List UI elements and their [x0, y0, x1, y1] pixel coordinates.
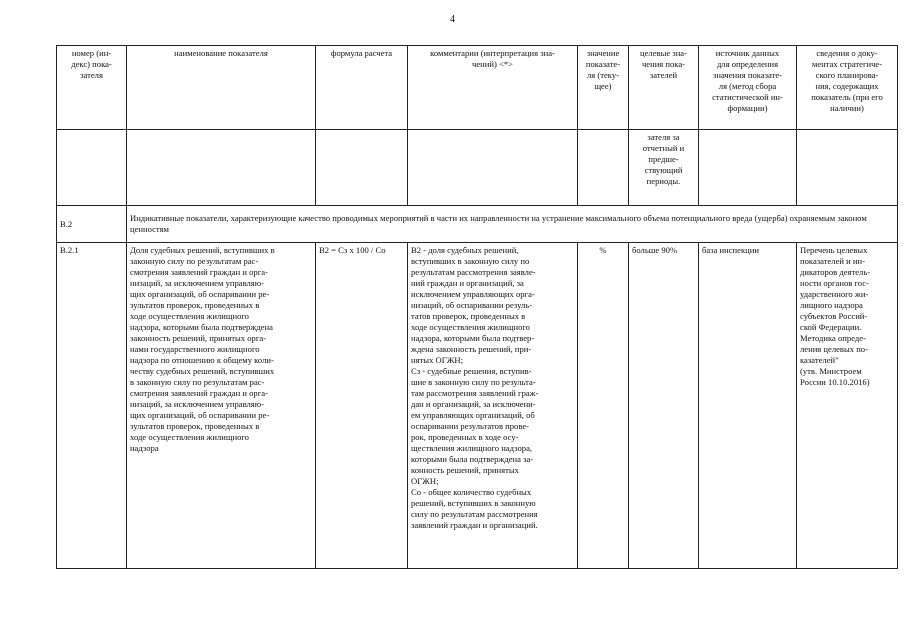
row-target: больше 90% — [629, 243, 699, 569]
row-documents: Перечень целевых показателей и ин- дикаторов деятель- ности органов гос- ударственного жи- лищного надзора субъектов Россий- ской Федерации. Методика опреде- ления целевых по- казателей" (утв. Минстроем России 10.10.2016) — [797, 243, 898, 569]
header-data-source: источник данных для определения значения показате- ля (метод сбора статистической ин- формации) — [699, 46, 797, 130]
continuation-row — [57, 130, 898, 206]
row-comment: B2 - доля судебных решений, вступивших в законную силу по результатам рассмотрения заявле- ний граждан и организаций, за исключением управляющих орга- низаций, об оспаривании резуль- татов проверок, проведенных в ходе осуществления жилищного надзора, которыми была подтвер- ждена законность решений, при- нятых ОГЖН; Cз - судебные решения, вступив- шие в законную силу по результа- там рассмотрения заявлений граж- дан и организаций, за исключени- ем управляющих организаций, об оспаривании результатов прове- рок, проведенных в ходе осу- ществления жилищного надзора, которыми была подтверждена за- конность решений, принятых ОГЖН; Co - общее количество судебных решений, вступивших в законную силу по результатам рассмотрения заявлений граждан и организаций. — [408, 243, 578, 569]
row-index: B.2.1 — [57, 243, 127, 569]
header-name: наименование показателя — [127, 46, 316, 130]
cont-cell-source — [699, 130, 797, 206]
row-unit: % — [578, 243, 629, 569]
row-name: Доля судебных решений, вступивших в законную силу по результатам рас- смотрения заявлений граждан и орга- низаций, за исключением управляю- щих организаций, об оспаривании ре- зультатов проверок, проведенных в ходе осуществления жилищного надзора, которыми была подтверждена законность решений, принятых орга- нами государственного жилищного надзора по отношению к общему коли- честву судебных решений, вступивших в законную силу по результатам рас- смотрения заявлений граждан и орга- низаций, за исключением управляю- щих организаций, об оспаривании ре- зультатов проверок, проведенных в ходе осуществления жилищного надзора — [127, 243, 316, 569]
header-current-value: значение показате- ля (теку- щее) — [578, 46, 629, 130]
cont-cell-formula — [316, 130, 408, 206]
header-row — [57, 46, 898, 130]
row-source: база инспекции — [699, 243, 797, 569]
header-target-values: целевые зна- чения пока- зателей — [629, 46, 699, 130]
cont-cell-name — [127, 130, 316, 206]
indicator-table — [56, 45, 898, 569]
cont-cell-current — [578, 130, 629, 206]
section-index: B.2 — [57, 206, 127, 243]
header-index: номер (ин- декс) пока- зателя — [57, 46, 127, 130]
section-row — [57, 206, 898, 243]
cont-cell-target: зателя за отчетный и предше- ствующий периоды. — [629, 130, 699, 206]
cont-cell-documents — [797, 130, 898, 206]
header-comment: комментарии (интерпретация зна- чений) <*> — [408, 46, 578, 130]
page-number: 4 — [450, 14, 455, 25]
cont-cell-comment — [408, 130, 578, 206]
table-row — [57, 243, 898, 569]
header-documents: сведения о доку- ментах стратегиче- ского планирова- ния, содержащих показатель (при его наличии) — [797, 46, 898, 130]
header-formula: формула расчета — [316, 46, 408, 130]
section-title: Индикативные показатели, характеризующие качество проводимых мероприятий в части их направленности на устранение максимального объема потенциального вреда (ущерба) охраняемым законом ценностям — [127, 206, 898, 243]
cont-cell-index — [57, 130, 127, 206]
row-formula: B2 = Cз x 100 / Co — [316, 243, 408, 569]
